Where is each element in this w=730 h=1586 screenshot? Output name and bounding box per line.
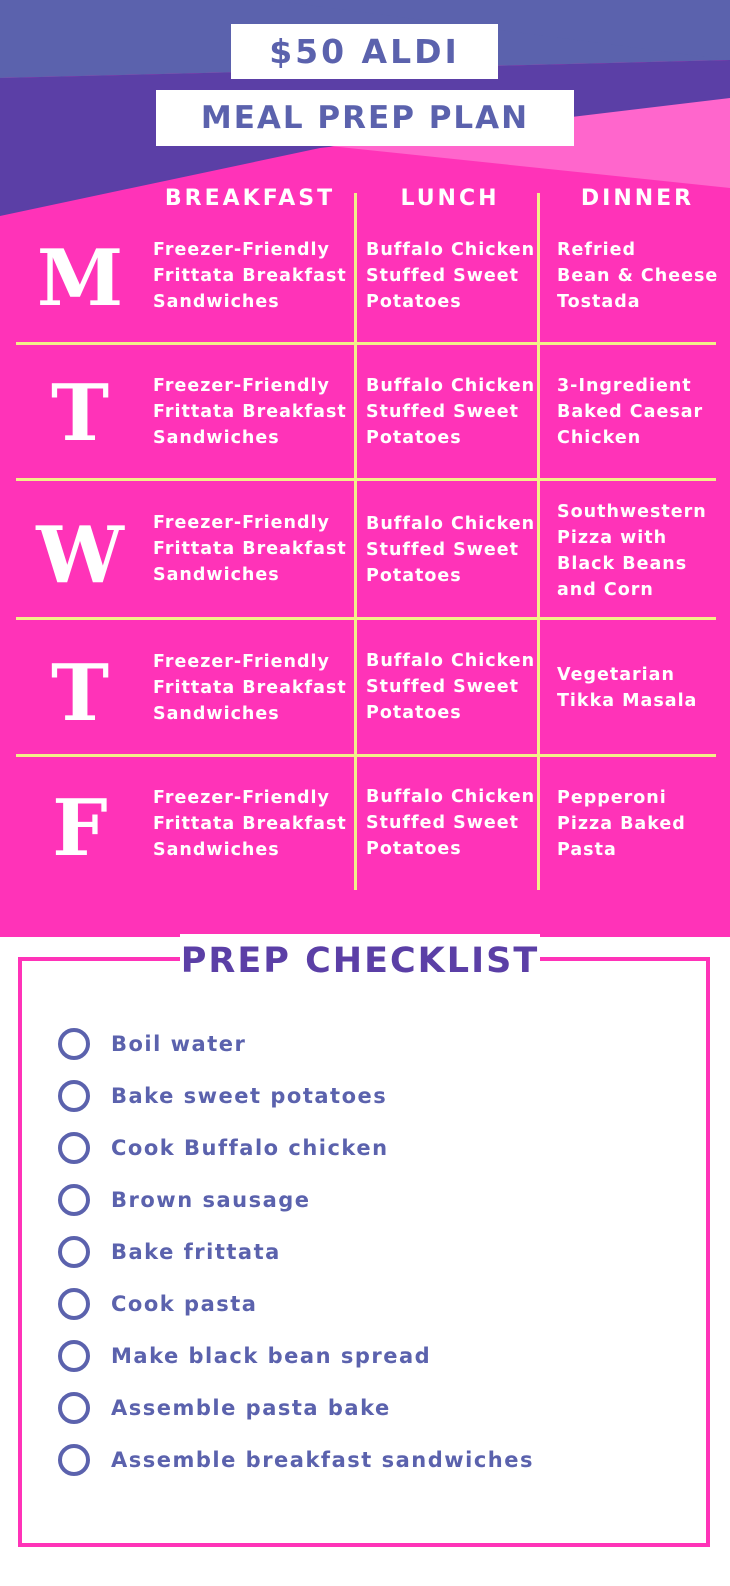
lunch-cell: Buffalo Chicken Stuffed Sweet Potatoes [366,787,536,859]
checklist-item[interactable] [58,1285,257,1323]
checkbox-circle-icon[interactable] [58,1184,90,1216]
day-letter: F [52,783,108,874]
checklist-item[interactable] [58,1441,534,1479]
title-line-1: $50 ALDI [231,24,498,79]
checkbox-circle-icon[interactable] [58,1444,90,1476]
column-header-lunch: LUNCH [400,186,500,211]
checklist-item[interactable] [58,1337,431,1375]
checklist-item-label: Cook pasta [111,1292,258,1316]
checkbox-circle-icon[interactable] [58,1288,90,1320]
grid-divider-vertical [537,193,540,890]
checkbox-circle-icon[interactable] [58,1340,90,1372]
checklist-item[interactable] [58,1389,391,1427]
breakfast-cell: Freezer-Friendly Frittata Breakfast Sandwiches [153,788,347,860]
checkbox-circle-icon[interactable] [58,1080,90,1112]
checklist-item-label: Bake frittata [111,1240,281,1264]
checklist-item[interactable] [58,1181,311,1219]
dinner-cell: Pepperoni Pizza Baked Pasta [557,788,686,860]
checklist-item-label: Make black bean spread [111,1344,432,1368]
column-header-dinner: DINNER [580,186,695,211]
lunch-cell: Buffalo Chicken Stuffed Sweet Potatoes [366,240,536,312]
checklist-item-label: Boil water [111,1032,247,1056]
dinner-cell: Refried Bean & Cheese Tostada [557,240,719,312]
breakfast-cell: Freezer-Friendly Frittata Breakfast Sandwiches [153,240,347,312]
day-letter: T [50,648,110,739]
checkbox-circle-icon[interactable] [58,1236,90,1268]
breakfast-cell: Freezer-Friendly Frittata Breakfast Sandwiches [153,513,347,585]
breakfast-cell: Freezer-Friendly Frittata Breakfast Sandwiches [153,652,347,724]
dinner-cell: Southwestern Pizza with Black Beans and Corn [557,502,707,600]
prep-checklist-title: PREP CHECKLIST [180,934,540,988]
checkbox-circle-icon[interactable] [58,1028,90,1060]
checklist-item-label: Cook Buffalo chicken [111,1136,389,1160]
lunch-cell: Buffalo Chicken Stuffed Sweet Potatoes [366,376,536,448]
checkbox-circle-icon[interactable] [58,1392,90,1424]
lunch-cell: Buffalo Chicken Stuffed Sweet Potatoes [366,514,536,586]
title-line-2: MEAL PREP PLAN [156,90,574,146]
column-header-breakfast: BREAKFAST [164,186,336,211]
day-letter: T [50,368,110,459]
checklist-item-label: Bake sweet potatoes [111,1084,388,1108]
lunch-cell: Buffalo Chicken Stuffed Sweet Potatoes [366,651,536,723]
day-letter: M [36,233,124,324]
checklist-item[interactable] [58,1233,281,1271]
dinner-cell: Vegetarian Tikka Masala [557,665,698,711]
grid-divider-horizontal [16,478,716,481]
grid-divider-horizontal [16,617,716,620]
checklist-item[interactable] [58,1129,389,1167]
dinner-cell: 3-Ingredient Baked Caesar Chicken [557,376,704,448]
checkbox-circle-icon[interactable] [58,1132,90,1164]
checklist-item-label: Assemble pasta bake [111,1396,391,1420]
grid-divider-horizontal [16,754,716,757]
breakfast-cell: Freezer-Friendly Frittata Breakfast Sandwiches [153,376,347,448]
grid-divider-vertical [354,193,357,890]
checklist-item-label: Assemble breakfast sandwiches [111,1448,534,1472]
checklist-item-label: Brown sausage [111,1188,311,1212]
day-letter: W [36,510,124,601]
grid-divider-horizontal [16,342,716,345]
checklist-item[interactable] [58,1025,246,1063]
checklist-item[interactable] [58,1077,387,1115]
